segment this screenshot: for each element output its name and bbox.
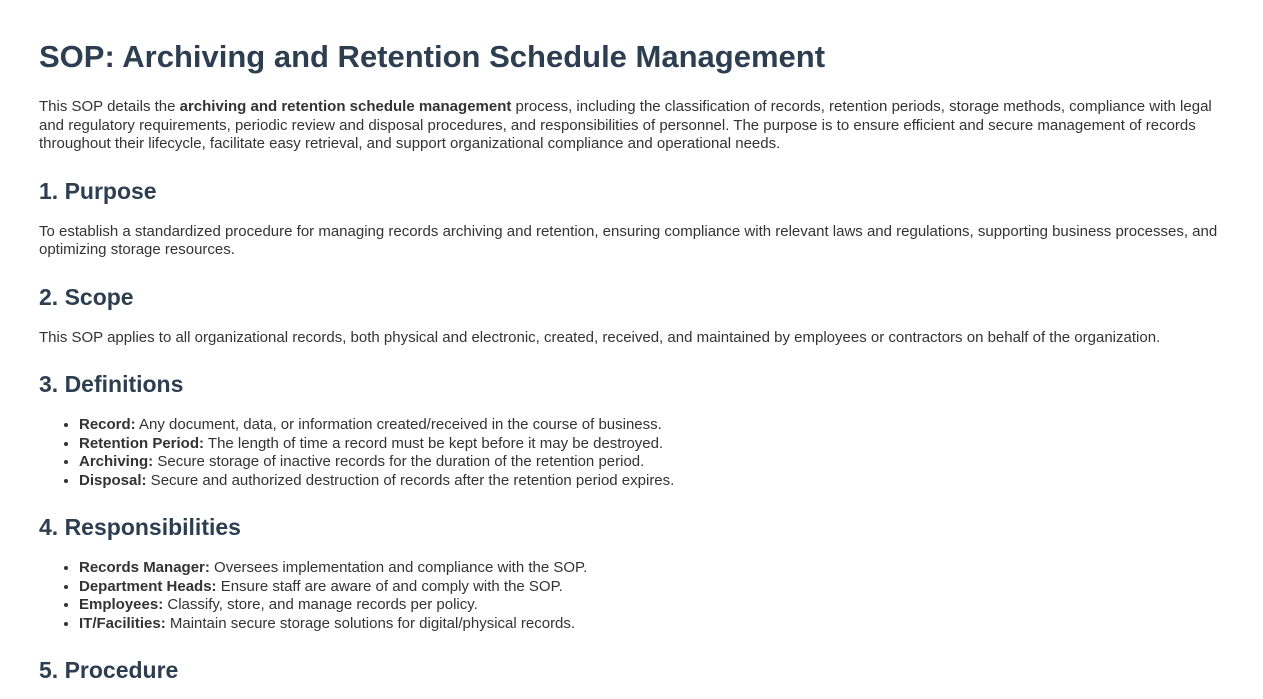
responsibility-desc: Oversees implementation and compliance with the SOP. (209, 559, 588, 576)
definition-desc: Secure and authorized destruction of records after the retention period expires. (146, 471, 675, 489)
responsibilities-list (39, 559, 1221, 633)
page-title: SOP: Archiving and Retention Schedule Management (39, 39, 826, 74)
heading-definitions: 3. Definitions (39, 371, 184, 397)
list-item (79, 615, 1221, 634)
list-item (79, 596, 1221, 615)
intro-text-before: This SOP details the (39, 98, 180, 115)
list-item (79, 416, 1221, 435)
heading-scope: 2. Scope (39, 283, 134, 310)
heading-responsibilities: 4. Responsibilities (39, 514, 241, 540)
definition-term: Retention Period: (79, 434, 205, 452)
intro-text-after: process, including the classification of records, retention periods, storage methods, compliance with legal and regulatory requirements, periodic review and disposal procedures, and responsibilities of personnel. The purpose is to ensure efficient and secure management of records throughout their lifecycle, facilitate easy retrieval, and support organizational compliance and operational needs. (39, 98, 1212, 152)
heading-procedure: 5. Procedure (39, 657, 179, 683)
intro-paragraph (39, 98, 1221, 154)
definition-term: Disposal: (79, 471, 147, 489)
scope-paragraph: This SOP applies to all organizational records, both physical and electronic, created, received, and maintained by employees or contractors on behalf of the organization. (39, 328, 1161, 346)
list-item (79, 453, 1221, 472)
list-item (79, 472, 1221, 491)
responsibility-desc: Classify, store, and manage records per policy. (163, 596, 478, 613)
list-item (79, 435, 1221, 454)
heading-purpose: 1. Purpose (39, 177, 157, 204)
responsibility-role: Employees: (79, 596, 164, 613)
definition-term: Archiving: (79, 453, 154, 470)
definition-desc: The length of time a record must be kept before it may be destroyed. (204, 434, 664, 452)
responsibility-desc: Ensure staff are aware of and comply with the SOP. (216, 577, 563, 595)
responsibility-desc: Maintain secure storage solutions for digital/physical records. (165, 614, 576, 632)
responsibility-role: Department Heads: (79, 577, 217, 595)
responsibility-role: IT/Facilities: (79, 614, 166, 632)
list-item (79, 578, 1221, 597)
definition-desc: Secure storage of inactive records for the duration of the retention period. (153, 453, 645, 470)
intro-bold-phrase: archiving and retention schedule management (179, 98, 512, 115)
purpose-paragraph: To establish a standardized procedure for managing records archiving and retention, ensuring compliance with relevant laws and regulations, supporting business processes, and optimizing storage resources. (39, 222, 1218, 258)
responsibility-role: Records Manager: (79, 559, 210, 576)
definition-desc: Any document, data, or information created/received in the course of business. (135, 416, 662, 433)
definitions-list (39, 416, 1221, 490)
list-item (79, 559, 1221, 578)
definition-term: Record: (79, 416, 136, 433)
